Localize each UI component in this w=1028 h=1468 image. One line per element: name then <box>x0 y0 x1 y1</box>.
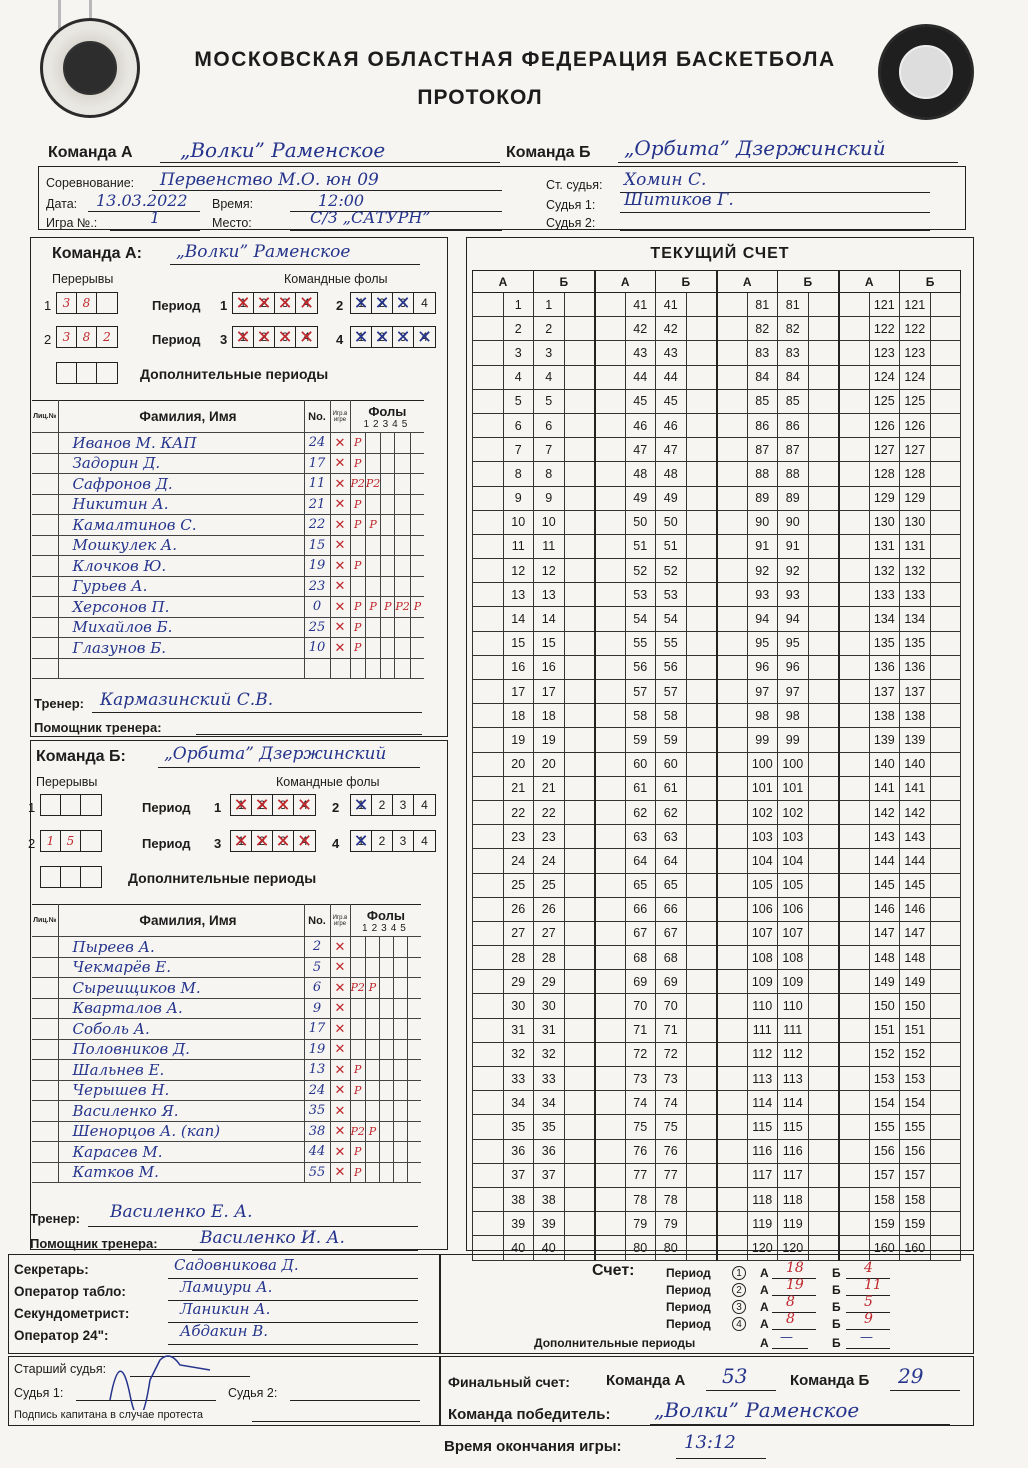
team-a-extra-timeouts <box>56 362 118 384</box>
ref1-label: Судья 1: <box>546 198 596 212</box>
score-row: 30 30 70 70 110 110 150 150 <box>473 994 961 1018</box>
date-label: Дата: <box>46 197 78 211</box>
running-score-table: А Б А Б А Б А Б 1 1 41 41 81 81 121 121 2 2 42 42 82 82 122 122 3 3 43 43 83 83 123 123 4 4 44 44 84 84 124 124 5 5 45 45 85 85 125 125 6 6 46 46 86 86 126 126 7 7 47 47 87 87 127 127 8 8 48 48 88 88 128 128 9 9 49 49 89 89 129 129 10 10 50 50 90 90 130 130 11 11 51 51 91 91 131 131 12 12 52 52 92 92 132 132 13 13 53 53 93 93 133 133 14 14 54 54 94 94 134 134 15 15 55 55 95 95 135 135 16 16 56 56 96 96 136 136 17 17 57 57 97 97 137 137 18 18 58 58 98 98 138 138 19 19 59 59 99 99 139 139 20 20 60 60 100 100 140 140 21 21 61 61 101 101 141 141 22 22 62 62 102 102 142 142 23 23 63 63 103 103 143 143 24 24 64 64 104 104 144 144 25 25 65 65 105 105 145 145 26 26 66 66 106 106 146 146 27 27 67 67 107 107 147 147 28 28 68 68 108 108 148 148 29 29 69 69 109 109 149 149 30 30 70 70 110 110 150 150 31 31 71 71 111 111 151 151 32 32 72 72 112 112 152 152 33 33 73 73 113 113 153 153 34 34 74 74 114 114 154 154 35 35 75 75 115 115 155 155 36 36 76 76 116 116 156 156 37 37 77 77 117 117 157 157 38 38 78 78 118 118 158 158 39 39 79 79 119 119 159 159 40 40 80 80 120 120 160 160 <box>472 270 961 1261</box>
team-b-team-fouls-label: Командные фолы <box>276 775 380 789</box>
score-row: 22 22 62 62 102 102 142 142 <box>473 800 961 824</box>
ref1-value: Шитиков Г. <box>624 190 734 210</box>
period-score-a: 19 <box>786 1277 804 1293</box>
team-a-timeouts-row2: 3 8 2 <box>56 326 118 348</box>
player-row: Михайлов Б. 25 ✕ P <box>32 617 424 638</box>
team-a-roster: Лиц.№ Фамилия, Имя No. Игр.в игре Фолы 12345 Иванов М. КАП 24 ✕ P Задорин Д. 17 ✕ P Сафронов Д. 11 ✕ P2 P2 Никитин А. 21 ✕ P Камалтинов С. 22 ✕ P P Мошкулек А. 15 ✕ Клочков Ю. 19 ✕ P Гурьев А. 23 ✕ Херсонов П. 0 ✕ P P P P2 P Михайлов Б. 25 ✕ P Глазунов Б. 10 ✕ P <box>32 400 424 679</box>
score-row: 32 32 72 72 112 112 152 152 <box>473 1042 961 1066</box>
score-row: 16 16 56 56 96 96 136 136 <box>473 655 961 679</box>
player-row: Чекмарёв Е. 5 ✕ <box>32 957 421 978</box>
score-row: 10 10 50 50 90 90 130 130 <box>473 510 961 534</box>
period-score-b: 9 <box>864 1311 873 1327</box>
team-a-label: Команда А <box>48 144 133 161</box>
russian-federation-seal <box>878 24 974 120</box>
running-score-title: ТЕКУЩИЙ СЧЕТ <box>650 245 790 262</box>
team-b-timeouts-row1 <box>40 794 102 816</box>
referee-signature <box>100 1340 220 1410</box>
score-row: 23 23 63 63 103 103 143 143 <box>473 825 961 849</box>
score-row: 13 13 53 53 93 93 133 133 <box>473 583 961 607</box>
period-score-a: 18 <box>786 1260 804 1276</box>
team-b-section-title: Команда Б: <box>36 748 126 765</box>
team-b-timeouts-row2: 1 5 <box>40 830 102 852</box>
team-b-roster: Лиц.№ Фамилия, Имя No. Игр.в игре Фолы 12345 Пыреев А. 2 ✕ Чекмарёв Е. 5 ✕ Сыреищиков М. 6 ✕ P2 P Кварталов А. 9 ✕ Соболь А. 17 ✕ Половников Д. 19 ✕ Шальнев Е. 13 ✕ P Черышев Н. 24 ✕ P Василенко Я. 35 ✕ Шенорцов А. (кап) 38 ✕ P2 P Карасев М. 44 ✕ P Катков М. 55 ✕ P <box>32 904 421 1183</box>
period-score-b: 5 <box>864 1294 873 1310</box>
score-row: 40 40 80 80 120 120 160 160 <box>473 1236 961 1260</box>
team-b-fouls-p2: 1 ✕ 2 3 4 <box>350 794 436 816</box>
period-score-a: 8 <box>786 1294 795 1310</box>
timekeeper-value: Ланикин А. <box>180 1300 271 1318</box>
team-b-extra-periods-label: Дополнительные периоды <box>128 870 317 886</box>
team-a-fouls-p1: 1 ✕ 2 ✕ 3 ✕ 4 ✕ <box>232 292 318 314</box>
team-a-assistant-label: Помощник тренера: <box>34 720 162 735</box>
protocol-title: ПРОТОКОЛ <box>417 86 543 109</box>
regional-federation-seal <box>40 18 140 118</box>
place-label: Место: <box>212 216 252 230</box>
team-b-label: Команда Б <box>506 144 591 161</box>
team-b-fouls-p4: 1 ✕ 2 3 4 <box>350 830 436 852</box>
player-row: Иванов М. КАП 24 ✕ P <box>32 433 424 454</box>
score-row: 28 28 68 68 108 108 148 148 <box>473 946 961 970</box>
score-row: 4 4 44 44 84 84 124 124 <box>473 365 961 389</box>
player-row: Кварталов А. 9 ✕ <box>32 998 421 1019</box>
score-row: 29 29 69 69 109 109 149 149 <box>473 970 961 994</box>
score-row: 3 3 43 43 83 83 123 123 <box>473 341 961 365</box>
player-row: Карасев М. 44 ✕ P <box>32 1142 421 1163</box>
team-b-timeouts-label: Перерывы <box>36 775 98 789</box>
score-row: 2 2 42 42 82 82 122 122 <box>473 317 961 341</box>
score-row: 38 38 78 78 118 118 158 158 <box>473 1187 961 1211</box>
score-row: 8 8 48 48 88 88 128 128 <box>473 462 961 486</box>
time-label: Время: <box>212 197 254 211</box>
player-row: Сафронов Д. 11 ✕ P2 P2 <box>32 474 424 495</box>
player-row: Сыреищиков М. 6 ✕ P2 P <box>32 978 421 999</box>
score-row: 33 33 73 73 113 113 153 153 <box>473 1067 961 1091</box>
score-row: 6 6 46 46 86 86 126 126 <box>473 413 961 437</box>
team-b-section-team: „Орбита” Дзержинский <box>164 744 387 764</box>
scoreboard-operator-value: Ламиури А. <box>180 1278 273 1296</box>
time-value: 12:00 <box>318 191 365 210</box>
score-row: 27 27 67 67 107 107 147 147 <box>473 921 961 945</box>
player-row: Глазунов Б. 10 ✕ P <box>32 638 424 659</box>
team-a-section-title: Команда А: <box>52 245 142 262</box>
score-row: 39 39 79 79 119 119 159 159 <box>473 1212 961 1236</box>
player-row: Соболь А. 17 ✕ <box>32 1019 421 1040</box>
score-row: 11 11 51 51 91 91 131 131 <box>473 534 961 558</box>
score-row: 17 17 57 57 97 97 137 137 <box>473 680 961 704</box>
competition-label: Соревнование: <box>46 176 135 190</box>
score-row: 1 1 41 41 81 81 121 121 <box>473 293 961 317</box>
team-b-assistant-label: Помощник тренера: <box>30 1236 158 1251</box>
winner-value: „Волки” Раменское <box>654 1398 860 1422</box>
player-row: Никитин А. 21 ✕ P <box>32 494 424 515</box>
score-row: 24 24 64 64 104 104 144 144 <box>473 849 961 873</box>
protocol-sheet: МОСКОВСКАЯ ОБЛАСТНАЯ ФЕДЕРАЦИЯ БАСКЕТБОЛА ПРОТОКОЛ Команда А „Волки” Раменское Команда Б „Орбита” Дзержинский Соревнование: Первенство М.О. юн 09 Дата: 13.03.2022 Время: 12:00 Игра №.: 1 Место: С/З „САТУРН” Ст. судья: Хомин С. Судья 1: Шитиков Г. Судья 2: Команда А: „Волки” Раменское Перерывы Командные фолы 1 3 8 Период 1 1 ✕ 2 ✕ 3 ✕ 4 ✕ 2 1 ✕ 2 ✕ 3 ✕ 4 2 3 8 2 Период 3 1 ✕ 2 ✕ 3 ✕ 4 ✕ 4 1 ✕ 2 ✕ 3 ✕ 4 ✕ Дополнительные периоды Лиц.№ Фамилия, Имя No. Игр.в игре Фолы 12345 Иванов М. КАП 24 ✕ P Задорин Д. 17 ✕ P Сафронов Д. 11 ✕ P2 P2 Никитин А. 21 ✕ P Камалтинов С. 22 ✕ P P Мошкулек А. 15 ✕ Клочков Ю. 19 ✕ P Гурьев А. 23 ✕ Херсонов П. 0 ✕ P P P P2 P Михайлов Б. 25 ✕ P Глазунов Б. 10 ✕ P Тренер: Кармазинский С.В. Помощник тренера: Команда Б: „Орбита” Дзержинский Перерывы Командные фолы 1 Период 1 1 ✕ 2 ✕ 3 ✕ 4 ✕ 2 1 ✕ 2 3 4 2 1 5 Период 3 1 ✕ 2 ✕ 3 ✕ 4 ✕ 4 1 ✕ 2 3 4 Дополнительные периоды Лиц.№ Фамилия, Имя No. Игр.в игре Фолы 12345 Пыреев А. 2 ✕ Чекмарёв Е. 5 ✕ Сыреищиков М. 6 ✕ P2 P Кварталов А. 9 ✕ Соболь А. 17 ✕ Половников Д. 19 ✕ Шальнев Е. 13 ✕ P Черышев Н. 24 ✕ P Василенко Я. 35 ✕ Шенорцов А. (кап) 38 ✕ P2 P Карасев М. 44 ✕ P Катков М. 55 ✕ P Тренер: Василенко Е. А. Помощник тренера: Василенко И. А. ТЕКУЩИЙ СЧЕТ А Б А Б А Б А Б 1 1 41 41 81 81 121 121 2 2 42 42 82 82 122 122 3 3 43 43 83 83 123 123 4 4 44 44 84 84 124 124 5 5 45 45 85 85 125 125 6 6 46 46 86 86 126 126 7 7 47 47 87 87 127 127 8 8 48 48 88 88 128 128 9 9 49 49 89 89 129 129 10 10 50 50 90 90 130 130 11 11 51 51 91 91 131 131 12 12 52 52 92 92 132 132 13 13 53 53 93 93 133 133 14 14 54 54 94 94 134 134 15 15 55 55 95 95 135 135 16 16 56 56 96 96 136 136 17 17 57 57 97 97 137 137 18 18 58 58 98 98 138 138 19 19 59 59 99 99 139 139 20 20 60 60 100 100 140 140 21 21 61 61 101 101 141 141 22 22 62 62 102 102 142 142 23 23 63 63 103 103 143 143 24 24 64 64 104 104 144 144 25 25 65 65 105 105 145 145 26 26 66 66 106 106 146 146 27 27 67 67 107 107 147 147 28 28 68 68 108 108 148 148 29 29 69 69 109 109 149 149 30 30 70 70 110 110 150 150 31 31 71 71 111 111 151 151 32 32 72 72 112 112 152 152 33 33 73 73 113 113 153 153 34 34 74 74 114 114 154 154 35 35 75 75 115 115 155 155 36 36 76 76 116 116 156 156 37 37 77 77 117 117 157 157 38 38 78 78 118 118 158 158 39 39 79 79 119 119 159 159 40 40 80 80 120 120 160 160 Секретарь: Садовникова Д. Оператор табло: Ламиури А. Секундометрист: Ланикин А. Оператор 24": Абдакин В. Старший судья: Судья 1: Судья 2: Подпись капитана в случае протеста Счет: Период 1 А 18 Б 4 Период 2 А 19 Б 11 Период 3 А 8 Б 5 Период 4 А 8 Б 9 Дополнительные периоды А — Б — Финальный счет: Команда А 53 Команда Б 29 Команда победитель: „Волки” Раменское Время окончания игры: 13:12 <box>0 0 1028 1468</box>
game-number-label: Игра №.: <box>46 216 98 230</box>
score-row: 26 26 66 66 106 106 146 146 <box>473 897 961 921</box>
score-row: 34 34 74 74 114 114 154 154 <box>473 1091 961 1115</box>
team-b-extra-timeouts <box>40 866 102 888</box>
team-a-name: „Волки” Раменское <box>180 138 386 162</box>
score-row: 21 21 61 61 101 101 141 141 <box>473 776 961 800</box>
date-value: 13.03.2022 <box>96 191 188 210</box>
player-row: Херсонов П. 0 ✕ P P P P2 P <box>32 597 424 618</box>
player-row: Задорин Д. 17 ✕ P <box>32 453 424 474</box>
score-row: 18 18 58 58 98 98 138 138 <box>473 704 961 728</box>
secretary-value: Садовникова Д. <box>174 1256 299 1274</box>
team-a-team-fouls-label: Командные фолы <box>284 272 388 286</box>
team-a-extra-periods-label: Дополнительные периоды <box>140 366 329 382</box>
competition-value: Первенство М.О. юн 09 <box>160 170 379 190</box>
player-row: Камалтинов С. 22 ✕ P P <box>32 515 424 536</box>
score-row: 5 5 45 45 85 85 125 125 <box>473 389 961 413</box>
score-row: 12 12 52 52 92 92 132 132 <box>473 559 961 583</box>
score-row: 25 25 65 65 105 105 145 145 <box>473 873 961 897</box>
game-number-value: 1 <box>150 208 161 227</box>
score-row: 19 19 59 59 99 99 139 139 <box>473 728 961 752</box>
team-b-coach-value: Василенко Е. А. <box>110 1202 253 1222</box>
player-row: Шенорцов А. (кап) 38 ✕ P2 P <box>32 1121 421 1142</box>
team-a-fouls-p4: 1 ✕ 2 ✕ 3 ✕ 4 ✕ <box>350 326 436 348</box>
player-row: Василенко Я. 35 ✕ <box>32 1101 421 1122</box>
team-a-coach-value: Кармазинский С.В. <box>100 690 274 710</box>
final-score-a: 53 <box>722 1364 748 1388</box>
score-row: 37 37 77 77 117 117 157 157 <box>473 1163 961 1187</box>
score-row: 7 7 47 47 87 87 127 127 <box>473 438 961 462</box>
team-b-coach-label: Тренер: <box>30 1211 80 1226</box>
team-a-fouls-p2: 1 ✕ 2 ✕ 3 ✕ 4 <box>350 292 436 314</box>
team-a-coach-label: Тренер: <box>34 696 84 711</box>
team-a-timeouts-row1: 3 8 <box>56 292 118 314</box>
player-row: Пыреев А. 2 ✕ <box>32 937 421 958</box>
player-row: Гурьев А. 23 ✕ <box>32 576 424 597</box>
final-score-b: 29 <box>898 1364 924 1388</box>
shotclock-operator-value: Абдакин В. <box>180 1322 269 1340</box>
player-row: Половников Д. 19 ✕ <box>32 1039 421 1060</box>
score-row: 31 31 71 71 111 111 151 151 <box>473 1018 961 1042</box>
team-b-fouls-p1: 1 ✕ 2 ✕ 3 ✕ 4 ✕ <box>230 794 316 816</box>
chief-ref-value: Хомин С. <box>624 170 707 190</box>
score-row: 35 35 75 75 115 115 155 155 <box>473 1115 961 1139</box>
team-b-fouls-p3: 1 ✕ 2 ✕ 3 ✕ 4 ✕ <box>230 830 316 852</box>
federation-title: МОСКОВСКАЯ ОБЛАСТНАЯ ФЕДЕРАЦИЯ БАСКЕТБОЛА <box>194 48 836 71</box>
score-row: 14 14 54 54 94 94 134 134 <box>473 607 961 631</box>
team-a-fouls-p3: 1 ✕ 2 ✕ 3 ✕ 4 ✕ <box>232 326 318 348</box>
player-row: Клочков Ю. 19 ✕ P <box>32 556 424 577</box>
team-b-assistant-value: Василенко И. А. <box>200 1228 345 1248</box>
period-score-a: 8 <box>786 1311 795 1327</box>
score-row: 9 9 49 49 89 89 129 129 <box>473 486 961 510</box>
period-score-b: 11 <box>864 1277 882 1293</box>
place-value: С/З „САТУРН” <box>310 208 431 227</box>
score-row: 36 36 76 76 116 116 156 156 <box>473 1139 961 1163</box>
end-time-value: 13:12 <box>684 1432 736 1453</box>
team-b-name: „Орбита” Дзержинский <box>624 136 886 160</box>
score-row: 15 15 55 55 95 95 135 135 <box>473 631 961 655</box>
chief-ref-label: Ст. судья: <box>546 178 603 192</box>
player-row: Катков М. 55 ✕ P <box>32 1162 421 1183</box>
player-row: Мошкулек А. 15 ✕ <box>32 535 424 556</box>
team-a-section-team: „Волки” Раменское <box>176 242 351 262</box>
player-row <box>32 658 424 679</box>
player-row: Черышев Н. 24 ✕ P <box>32 1080 421 1101</box>
score-row: 20 20 60 60 100 100 140 140 <box>473 752 961 776</box>
team-a-timeouts-label: Перерывы <box>52 272 114 286</box>
ref2-label: Судья 2: <box>546 216 596 230</box>
period-score-b: 4 <box>864 1260 873 1276</box>
player-row: Шальнев Е. 13 ✕ P <box>32 1060 421 1081</box>
